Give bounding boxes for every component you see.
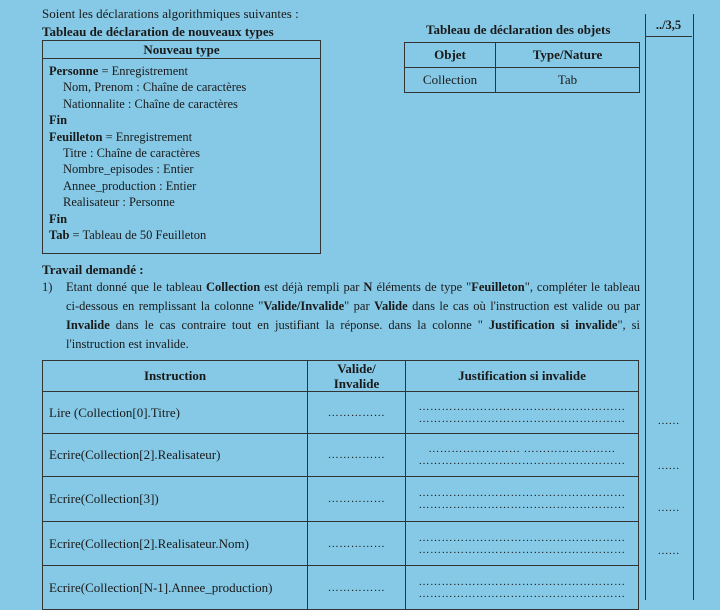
q-part: Valide/Invalide bbox=[263, 299, 345, 313]
justif-line: ……………………………………………… bbox=[418, 575, 626, 588]
justification-input[interactable] bbox=[406, 477, 639, 522]
instruction-cell: Ecrire(Collection[2].Realisateur) bbox=[43, 434, 308, 477]
col-justification: Justification si invalide bbox=[406, 361, 639, 392]
types-table-heading: Tableau de déclaration de nouveaux types bbox=[42, 24, 274, 39]
justif-line: ……………………………………………… bbox=[418, 455, 626, 467]
table-row bbox=[43, 434, 639, 477]
valide-input[interactable]: …………… bbox=[308, 434, 406, 477]
score-total: ../3,5 bbox=[645, 14, 692, 37]
justification-input[interactable] bbox=[406, 434, 639, 477]
work-title: Travail demandé : bbox=[42, 262, 144, 277]
table-row bbox=[43, 566, 639, 610]
type-field: Nombre_episodes : Entier bbox=[63, 162, 194, 177]
valide-input[interactable]: …………… bbox=[308, 566, 406, 610]
type-field: Nom, Prenom : Chaîne de caractères bbox=[63, 80, 247, 95]
objects-col-objet: Objet bbox=[405, 43, 496, 68]
q-part: Etant donné que le tableau bbox=[66, 280, 207, 294]
intro-text: Soient les déclarations algorithmiques suivantes : bbox=[42, 6, 299, 21]
q-part: Collection bbox=[206, 280, 261, 294]
q-part: éléments de type " bbox=[372, 280, 472, 294]
justif-line: ……………………………………………… bbox=[418, 531, 626, 544]
type-feuilleton-name: Feuilleton bbox=[49, 129, 103, 144]
score-mark: …… bbox=[657, 545, 680, 557]
q-part: dans le cas contraire tout en justifiant la réponse. dans la colonne " bbox=[109, 318, 489, 332]
question-1 bbox=[42, 278, 640, 354]
question-number: 1) bbox=[42, 280, 53, 294]
types-table-column: Nouveau type bbox=[43, 41, 320, 59]
q-part: " par bbox=[344, 299, 375, 313]
table-row bbox=[43, 522, 639, 566]
instruction-cell: Ecrire(Collection[3]) bbox=[43, 477, 308, 522]
justif-line: ……………………………………………… bbox=[418, 587, 626, 600]
type-personne-name: Personne bbox=[49, 64, 99, 78]
objects-cell-objet: Collection bbox=[405, 68, 496, 93]
q-part: Justification si invalide bbox=[488, 318, 618, 332]
score-mark: …… bbox=[657, 415, 680, 427]
score-mark: …… bbox=[657, 502, 680, 514]
q-part: est déjà rempli par bbox=[260, 280, 364, 294]
instructions-table bbox=[42, 360, 639, 610]
table-row bbox=[43, 392, 639, 434]
justif-line: ……………………………………………… bbox=[418, 499, 626, 511]
q-part: dans le cas où l'instruction est valide ou par bbox=[407, 299, 640, 313]
types-table-body bbox=[43, 59, 320, 243]
col-valide: Valide/ Invalide bbox=[308, 361, 406, 392]
objects-table bbox=[404, 42, 640, 93]
justif-line: ……………………………………………… bbox=[418, 543, 626, 556]
type-field: Annee_production : Entier bbox=[63, 178, 197, 193]
col-instruction: Instruction bbox=[43, 361, 308, 392]
type-field: Realisateur : Personne bbox=[63, 195, 175, 210]
valide-input[interactable]: …………… bbox=[308, 522, 406, 566]
type-fin: Fin bbox=[49, 113, 68, 128]
table-row bbox=[43, 477, 639, 522]
question-text bbox=[66, 278, 640, 354]
justification-input[interactable] bbox=[406, 566, 639, 610]
objects-table-heading: Tableau de déclaration des objets bbox=[426, 22, 611, 37]
q-part: Invalide bbox=[66, 318, 110, 332]
type-tab-name: Tab bbox=[49, 228, 70, 243]
justif-line: …………………… …………………… bbox=[428, 443, 616, 455]
objects-col-type: Type/Nature bbox=[496, 43, 640, 68]
instruction-cell: Lire (Collection[0].Titre) bbox=[43, 392, 308, 434]
justif-line: ……………………………………………… bbox=[418, 487, 626, 499]
instruction-cell: Ecrire(Collection[2].Realisateur.Nom) bbox=[43, 522, 308, 566]
type-fin: Fin bbox=[49, 211, 68, 226]
type-field: Titre : Chaîne de caractères bbox=[63, 146, 200, 161]
justification-input[interactable] bbox=[406, 392, 639, 434]
types-table bbox=[42, 40, 321, 254]
type-field: Nationnalite : Chaîne de caractères bbox=[63, 96, 238, 111]
q-part: Feuilleton bbox=[471, 280, 525, 294]
valide-input[interactable]: …………… bbox=[308, 392, 406, 434]
type-feuilleton-def: = Enregistrement bbox=[102, 129, 193, 144]
q-part: N bbox=[363, 280, 373, 294]
q-part: ", si l'instruction est invalide. bbox=[66, 318, 640, 351]
score-mark: …… bbox=[657, 460, 680, 472]
instruction-cell: Ecrire(Collection[N-1].Annee_production) bbox=[43, 566, 308, 610]
justif-line: ……………………………………………… bbox=[418, 400, 626, 413]
type-tab-def: = Tableau de 50 Feuilleton bbox=[69, 228, 207, 243]
type-personne-def: = Enregistrement bbox=[98, 64, 188, 78]
q-part: Valide bbox=[374, 299, 408, 313]
q-part: ", compléter le tableau ci-dessous en remplissant la colonne " bbox=[66, 280, 640, 313]
justif-line: ……………………………………………… bbox=[418, 412, 626, 425]
justification-input[interactable] bbox=[406, 522, 639, 566]
valide-input[interactable]: …………… bbox=[308, 477, 406, 522]
objects-cell-type: Tab bbox=[496, 68, 640, 93]
